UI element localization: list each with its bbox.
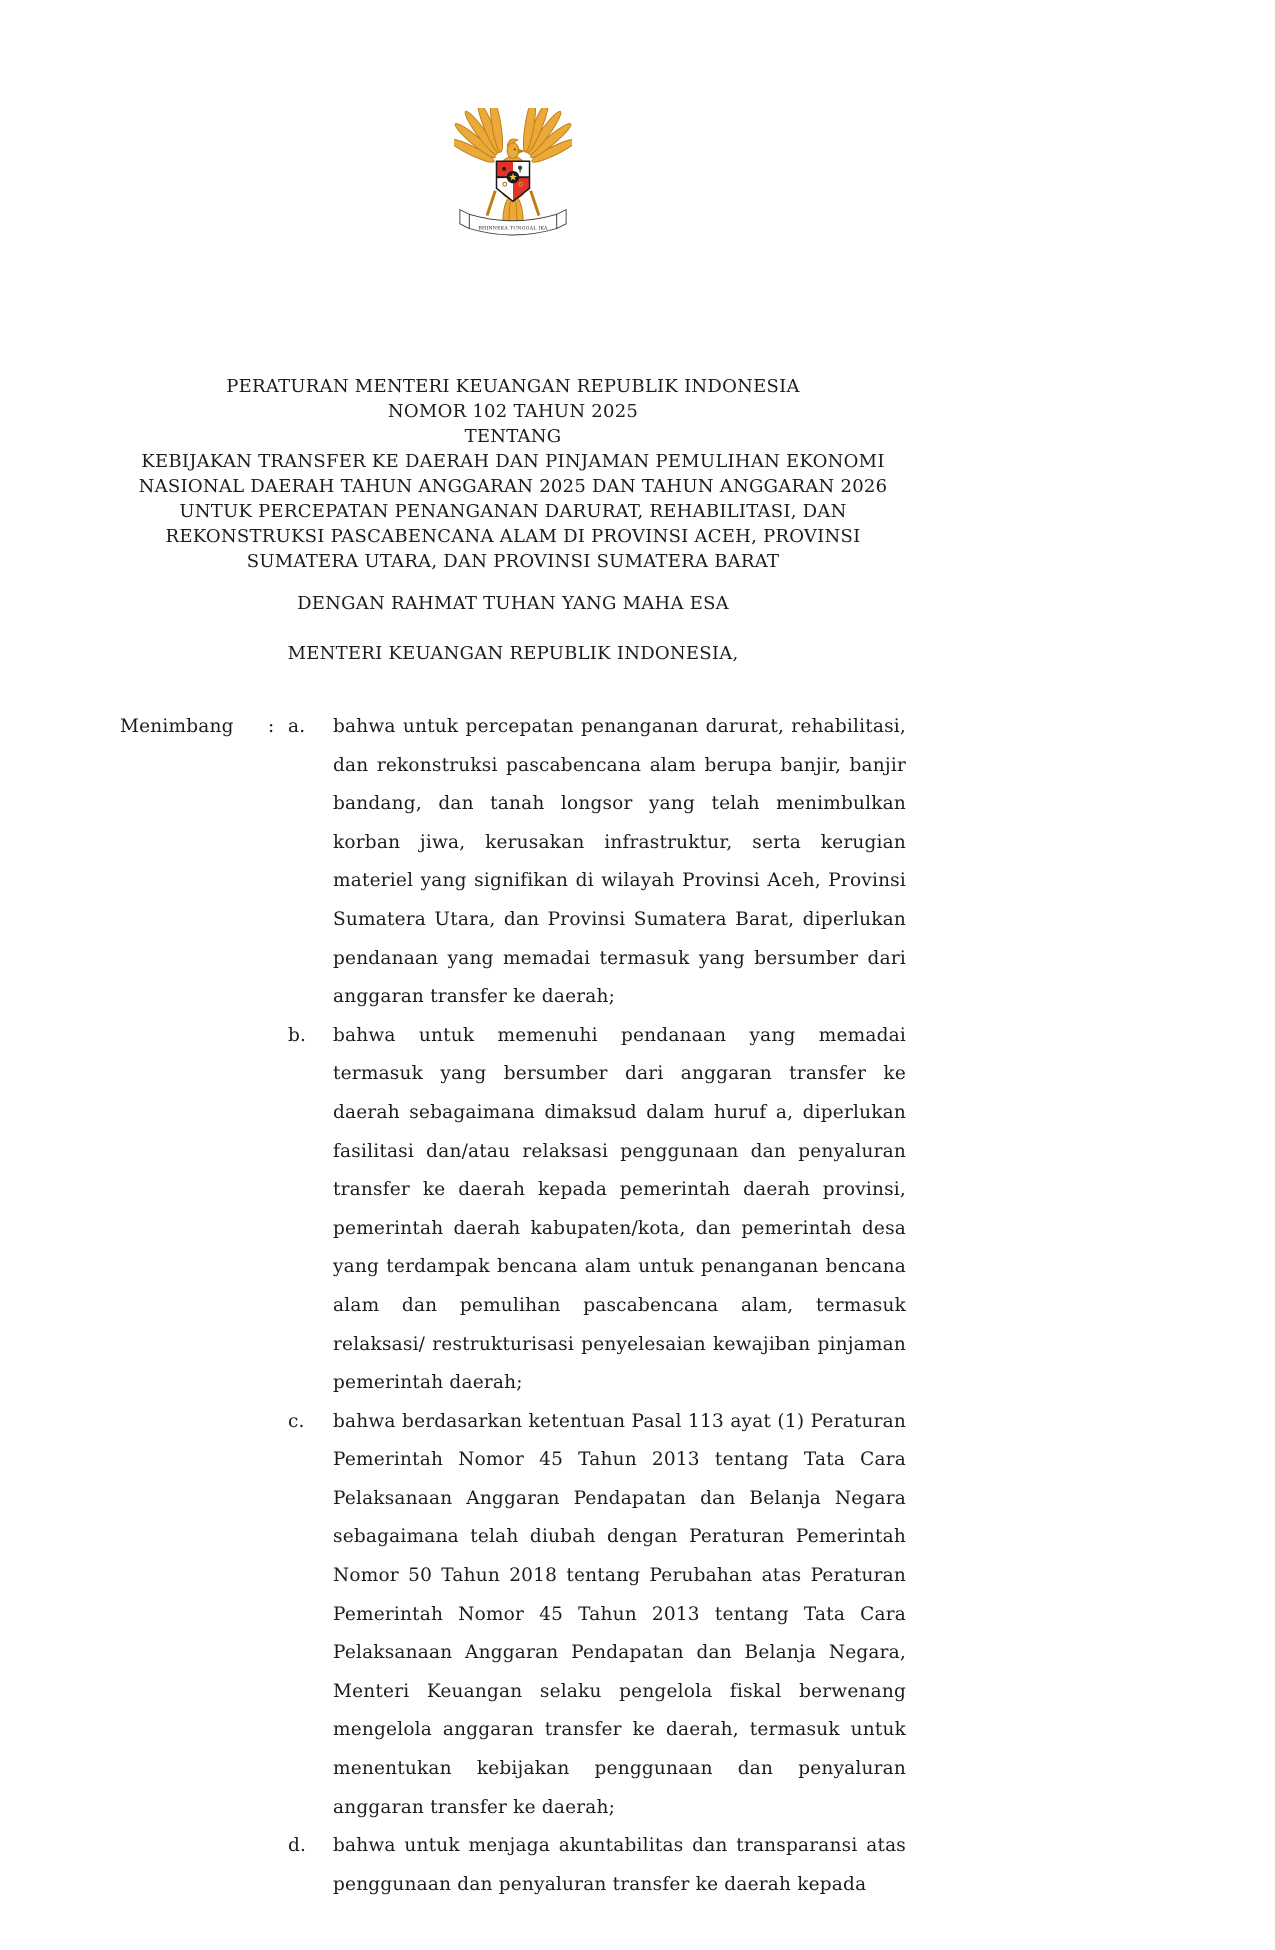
- title-block: [120, 374, 906, 666]
- item-text: bahwa untuk percepatan penanganan darurat, rehabilitasi, dan rekonstruksi pascabencana alam berupa banjir, banjir bandang, dan tanah longsor yang telah menimbulkan korban jiwa, kerusakan infrastruktur, serta kerugian materiel yang signifikan di wilayah Provinsi Aceh, Provinsi Sumatera Utara, dan Provinsi Sumatera Barat, diperlukan pendanaan yang memadai termasuk yang bersumber dari anggaran transfer ke daerah;: [333, 716, 906, 1008]
- garuda-left-wing-icon: [454, 108, 505, 165]
- item-marker: c.: [288, 1410, 305, 1432]
- garuda-head-icon: [507, 139, 525, 158]
- regulation-subject-line: KEBIJAKAN TRANSFER KE DAERAH DAN PINJAMAN PEMULIHAN EKONOMI NASIONAL DAERAH TAHUN ANGGARAN 2025 DAN TAHUN ANGGARAN 2026 UNTUK PERCEPATAN PENANGANAN DARURAT, REHABILITASI, DAN REKONSTRUKSI PASCABENCANA ALAM DI PROVINSI ACEH, PROVINSI SUMATERA UTARA, DAN PROVINSI SUMATERA BARAT: [138, 451, 888, 572]
- tentang-line: TENTANG: [464, 426, 562, 447]
- authority-line: MENTERI KEUANGAN REPUBLIK INDONESIA,: [287, 643, 739, 664]
- considering-colon: :: [268, 716, 275, 737]
- considering-item-a: [288, 708, 906, 1017]
- considering-item-b: [288, 1017, 906, 1403]
- invocation-line: DENGAN RAHMAT TUHAN YANG MAHA ESA: [297, 593, 729, 614]
- motto-text: BHINNEKA TUNGGAL IKA: [478, 226, 548, 232]
- item-text: bahwa untuk memenuhi pendanaan yang memadai termasuk yang bersumber dari anggaran transfer ke daerah sebagaimana dimaksud dalam huruf a, diperlukan fasilitasi dan/atau relaksasi penggunaan dan penyaluran transfer ke daerah kepada pemerintah daerah provinsi, pemerintah daerah kabupaten/kota, dan pemerintah desa yang terdampak bencana alam untuk penanganan bencana alam dan pemulihan pascabencana alam, termasuk relaksasi/ restrukturisasi penyelesaian kewajiban pinjaman pemerintah daerah;: [333, 1024, 906, 1394]
- considering-item-c: [288, 1403, 906, 1828]
- garuda-pancasila-icon: [454, 108, 572, 244]
- item-marker: d.: [288, 1835, 307, 1857]
- regulation-number-line: NOMOR 102 TAHUN 2025: [387, 401, 639, 422]
- emblem-container: [120, 0, 906, 248]
- considering-item-d: [288, 1827, 906, 1904]
- considering-section: [120, 708, 906, 1904]
- item-marker: b.: [288, 1024, 307, 1046]
- item-marker: a.: [288, 716, 306, 737]
- regulation-title-line: PERATURAN MENTERI KEUANGAN REPUBLIK INDONESIA: [226, 376, 800, 397]
- item-text: bahwa untuk menjaga akuntabilitas dan transparansi atas penggunaan dan penyaluran transfer ke daerah kepada: [333, 1835, 906, 1895]
- considering-label: Menimbang: [120, 716, 234, 737]
- item-text: bahwa berdasarkan ketentuan Pasal 113 ayat (1) Peraturan Pemerintah Nomor 45 Tahun 2013 tentang Tata Cara Pelaksanaan Anggaran Pendapatan dan Belanja Negara sebagaimana telah diubah dengan Peraturan Pemerintah Nomor 50 Tahun 2018 tentang Perubahan atas Peraturan Pemerintah Nomor 45 Tahun 2013 tentang Tata Cara Pelaksanaan Anggaran Pendapatan dan Belanja Negara, Menteri Keuangan selaku pengelola fiskal berwenang mengelola anggaran transfer ke daerah, termasuk untuk menentukan kebijakan penggunaan dan penyaluran anggaran transfer ke daerah;: [333, 1410, 906, 1818]
- pancasila-shield-icon: [496, 161, 529, 201]
- considering-items: [288, 708, 906, 1904]
- document-content: [120, 0, 906, 1904]
